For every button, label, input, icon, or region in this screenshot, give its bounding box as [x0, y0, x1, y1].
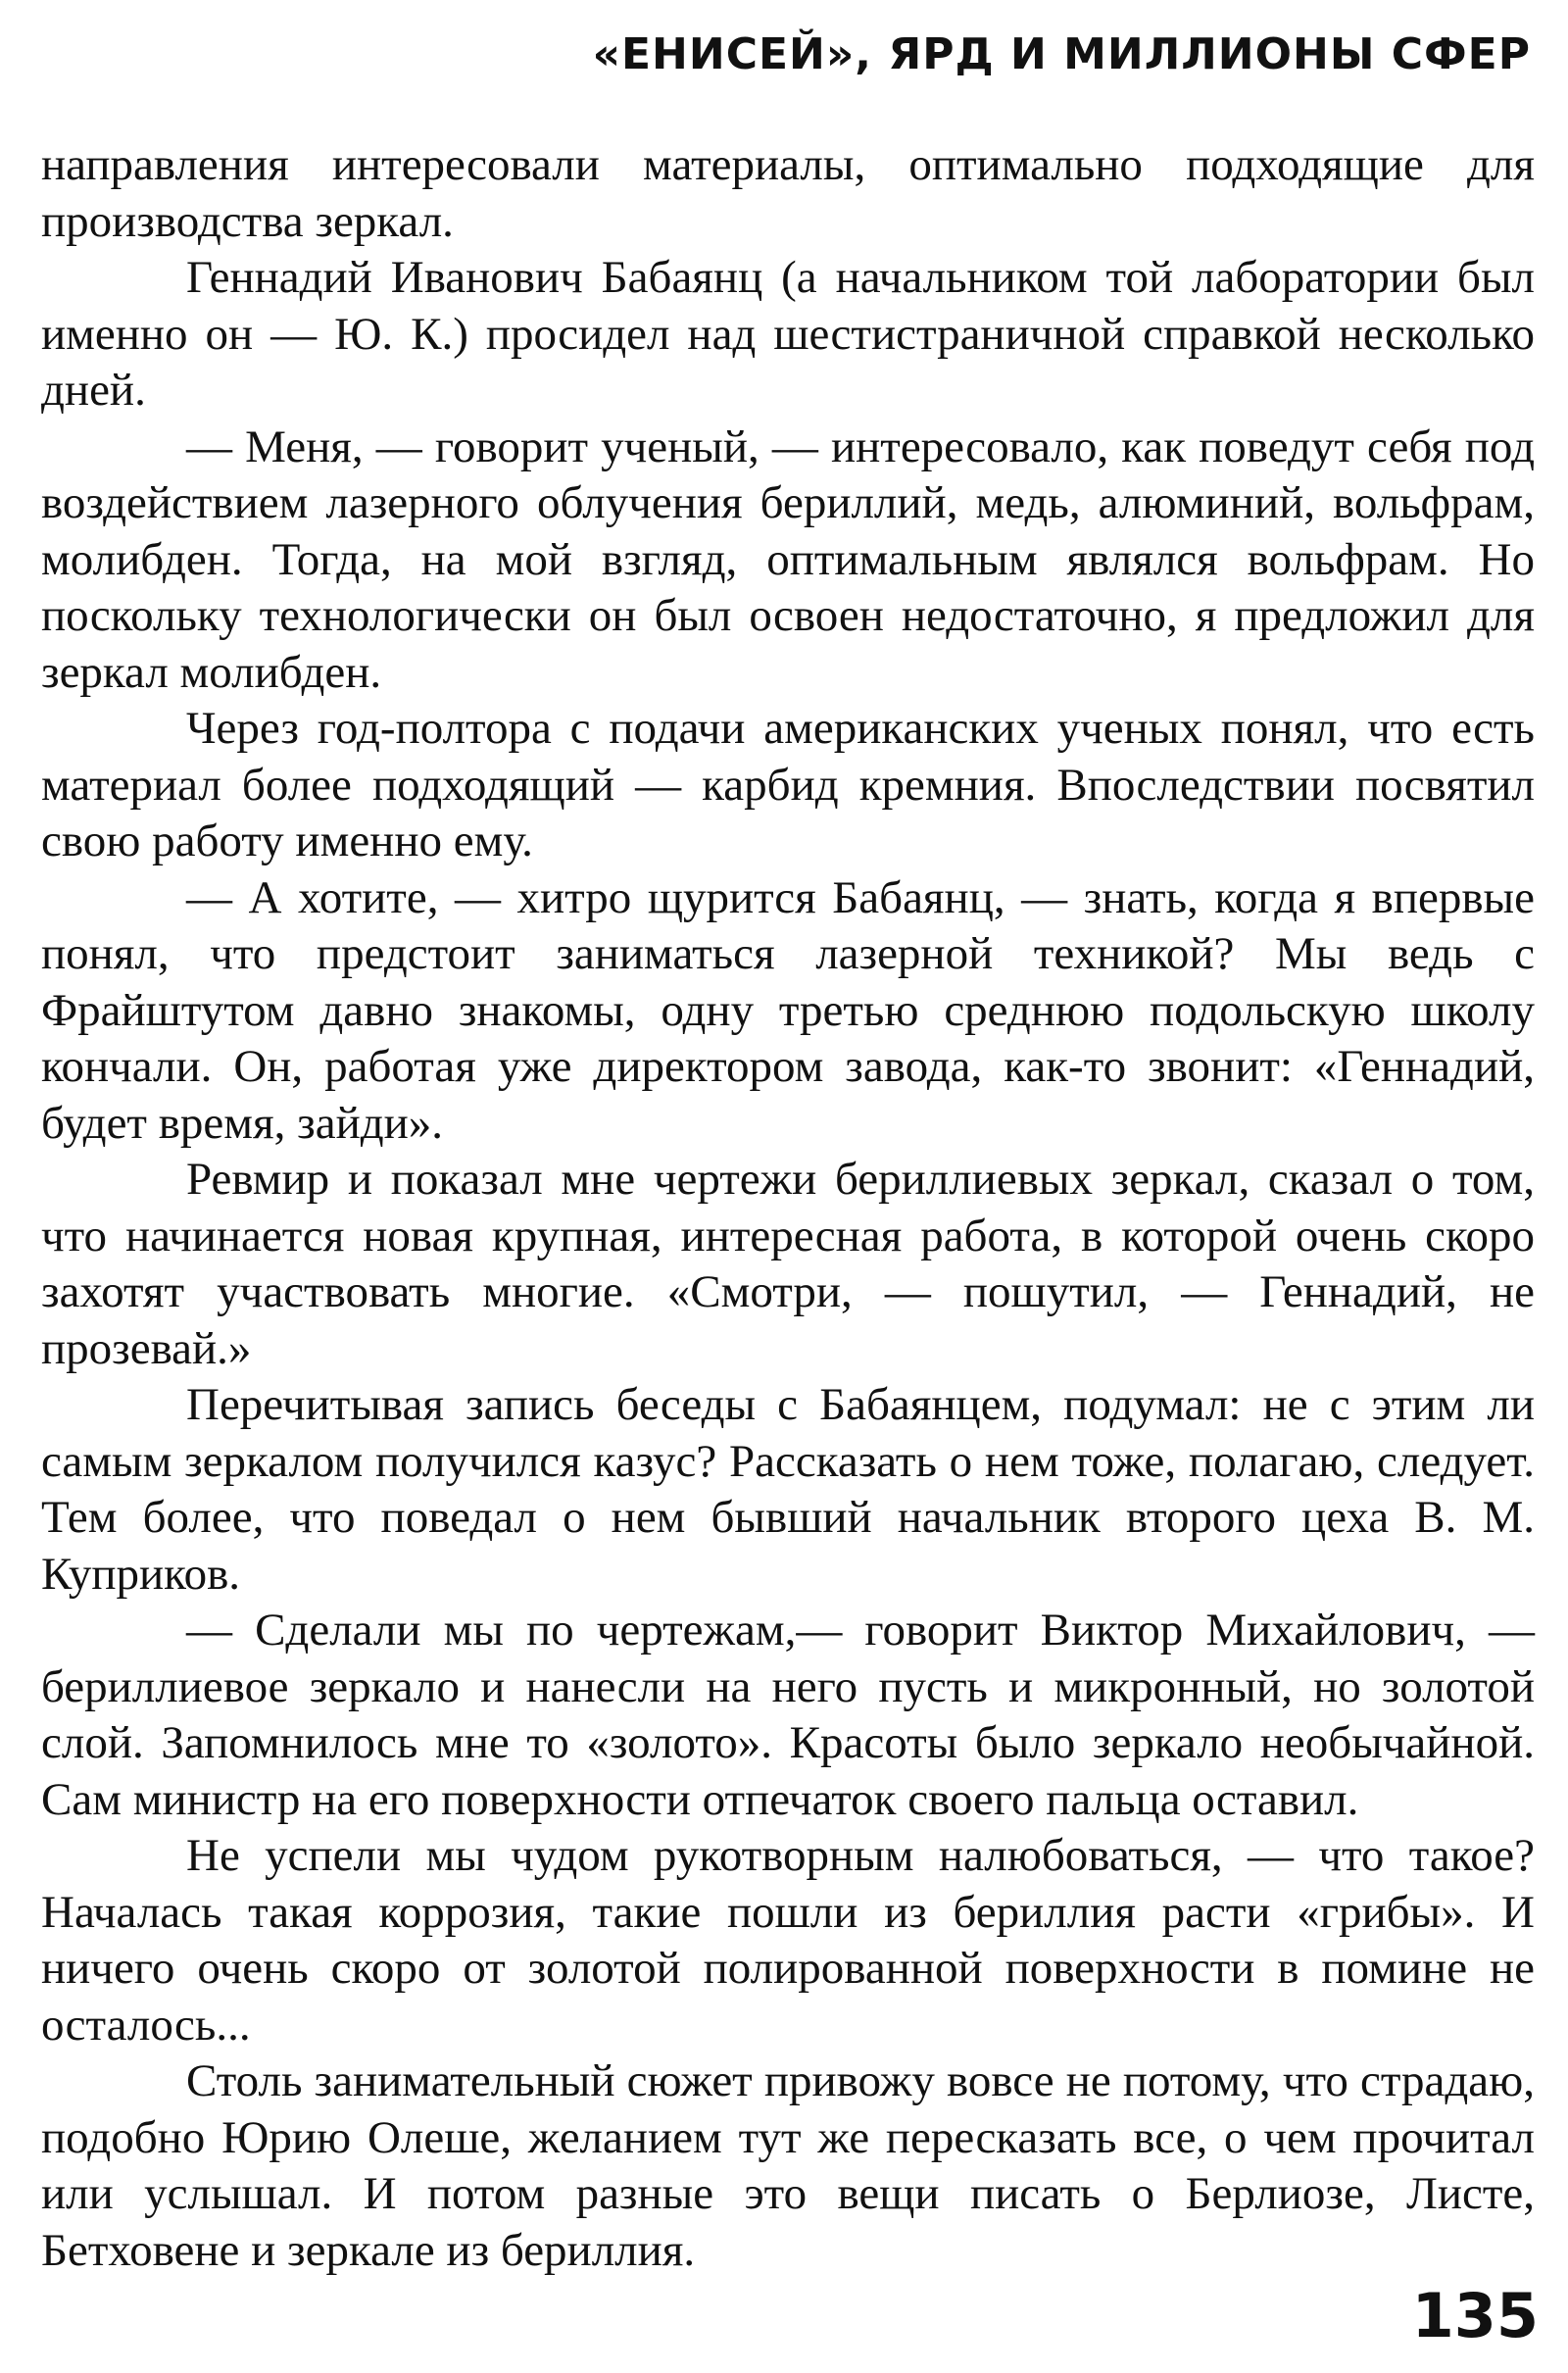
paragraph: Геннадий Иванович Бабаянц (а начальником той лаборатории был именно он — Ю. К.) просидел над шестистраничной справкой несколько дней.: [41, 252, 1535, 416]
body-text: [41, 137, 1535, 2279]
paragraph: Ревмир и показал мне чертежи бериллиевых зеркал, сказал о том, что начинается новая крупная, интересная работа, в которой очень скоро захотят участвовать многие. «Смотри, — пошутил, — Геннадий, не прозевай.»: [41, 1154, 1535, 1374]
page-number: 135: [1411, 2280, 1539, 2351]
paragraph: Столь занимательный сюжет привожу вовсе не потому, что страдаю, подобно Юрию Олеше, желанием тут же пересказать все, о чем прочитал или услышал. И потом разные это вещи писать о Берлиозе, Листе, Бетховене и зеркале из бериллия.: [41, 2055, 1535, 2276]
paragraph: — Меня, — говорит ученый, — интересовало, как поведут себя под воздействием лазерного облучения бериллий, медь, алюминий, вольфрам, молибден. Тогда, на мой взгляд, оптимальным являлся вольфрам. Но поскольку технологически он был освоен недостаточно, я предложил для зеркал молибден.: [41, 420, 1535, 698]
paragraph: Через год-полтора с подачи американских ученых понял, что есть материал более подходящий — карбид кремния. Впоследствии посвятил свою работу именно ему.: [41, 703, 1535, 866]
paragraph: — А хотите, — хитро щурится Бабаянц, — знать, когда я впервые понял, что предстоит заниматься лазерной техникой? Мы ведь с Фрайштутом давно знакомы, одну третью среднюю подольскую школу кончали. Он, работая уже директором завода, как-то звонит: «Геннадий, будет время, зайди».: [41, 871, 1535, 1149]
paragraph-continued: направления интересовали материалы, оптимально подходящие для производства зеркал.: [41, 139, 1535, 247]
paragraph: Не успели мы чудом рукотворным налюбоваться, — что такое? Началась такая коррозия, такие пошли из бериллия расти «грибы». И ничего очень скоро от золотой полированной поверхности в помине не осталось...: [41, 1830, 1535, 2051]
running-title: «ЕНИСЕЙ», ЯРД И МИЛЛИОНЫ СФЕР: [592, 29, 1531, 79]
paragraph: — Сделали мы по чертежам,— говорит Виктор Михайлович, — бериллиевое зеркало и нанесли на него пусть и микронный, но золотой слой. Запомнилось мне то «золото». Красоты было зеркало необычайной. Сам министр на его поверхности отпечаток своего пальца оставил.: [41, 1605, 1535, 1825]
paragraph: Перечитывая запись беседы с Бабаянцем, подумал: не с этим ли самым зеркалом получился казус? Рассказать о нем тоже, полагаю, следует. Тем более, что поведал о нем бывший начальник второго цеха В. М. Куприков.: [41, 1379, 1535, 1600]
